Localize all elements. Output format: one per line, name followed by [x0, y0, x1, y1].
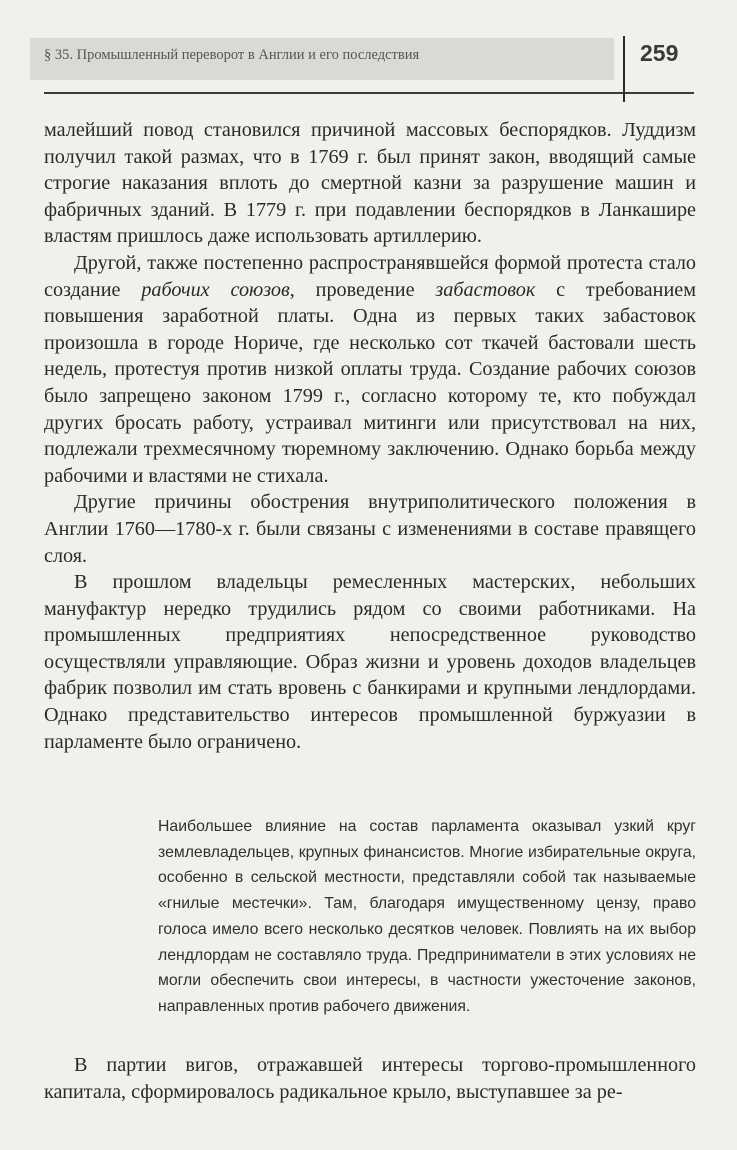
- page-number: 259: [640, 40, 679, 66]
- italic-term: рабочих союзов: [141, 278, 290, 301]
- inset-paragraph: Наибольшее влияние на состав парламента оказывал узкий круг землевладельцев, крупных финансистов. Многие избирательные округа, особенно в сельской местности, представляли собой так называемые «гнилые местечки». Там, благодаря имущественному цензу, право голоса имело всего несколько десятков человек. Повлиять на их выбор лендлордам не составляло труда. Предприниматели в этих условиях не могли обеспечить свои интересы, в частности ужесточение законов, направленных против рабочего движения.: [158, 818, 696, 1015]
- main-text: [44, 117, 696, 755]
- text-run: с требованием повышения заработной платы. Одна из первых таких забастовок произошла в городе Нориче, где несколько сот ткачей бастовали шесть недель, протестуя против низкой оплаты труда. Создание рабочих союзов было запрещено законом 1799 г., согласно которому те, кто побуждал других бросать работу, устраивал митинги или присутствовал на них, подлежали трехмесячному тюремному заключению. Однако борьба между рабочими и властями не стихала.: [44, 278, 696, 487]
- text-run: , проведение: [289, 278, 436, 301]
- paragraph: Другие причины обострения внутриполитического положения в Англии 1760—1780-х г. были связаны с изменениями в составе правящего слоя.: [44, 491, 696, 567]
- running-header-title: § 35. Промышленный переворот в Англии и его последствия: [44, 47, 420, 63]
- paragraph: В партии вигов, отражавшей интересы торгово-промышленного капитала, сформировалось радикальное крыло, выступавшее за ре-: [44, 1054, 696, 1103]
- italic-term: забастовок: [435, 278, 536, 301]
- paragraph: [44, 250, 696, 489]
- main-text-continued: [44, 1052, 696, 1105]
- inset-note: [158, 814, 696, 1020]
- text-run: Другой, также постепенно распространявшейся формой протеста стало создание: [44, 251, 696, 301]
- paragraph: В прошлом владельцы ремесленных мастерских, небольших мануфактур нередко трудились рядом со своими работниками. На промышленных предприятиях непосредственное руководство осуществляли управляющие. Образ жизни и уровень доходов владельцев фабрик позволил им стать вровень с банкирами и крупными лендлордами. Однако представительство интересов промышленной буржуазии в парламенте было ограничено.: [44, 571, 696, 753]
- header-rule: [44, 92, 694, 94]
- paragraph: малейший повод становился причиной массовых беспорядков. Луддизм получил такой размах, что в 1769 г. был принят закон, вводящий самые строгие наказания вплоть до смертной казни за разрушение машин и фабричных зданий. В 1779 г. при подавлении беспорядков в Ланкашире властям пришлось даже использовать артиллерию.: [44, 119, 696, 248]
